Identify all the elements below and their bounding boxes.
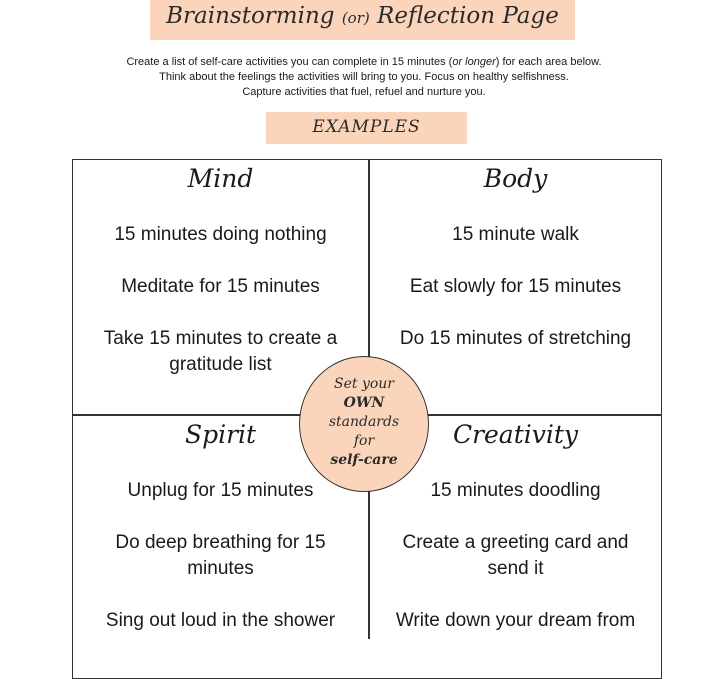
intro-line-3: Capture activities that fuel, refuel and nurture you. xyxy=(242,86,486,98)
intro-line-1-em: or longer xyxy=(452,56,496,68)
list-item: 15 minutes doodling xyxy=(430,480,601,501)
quadrant-heading-spirit: Spirit xyxy=(184,420,257,449)
examples-label: EXAMPLES xyxy=(266,112,467,144)
intro-line-2: Think about the feelings the activities will bring to you. Focus on healthy selfishness. xyxy=(159,71,569,83)
list-item: Do 15 minutes of stretching xyxy=(399,328,632,349)
intro-line-1 xyxy=(40,55,688,70)
quadrant-body xyxy=(369,162,662,352)
list-item: Unplug for 15 minutes xyxy=(127,480,314,501)
title-part2: Reflection Page xyxy=(377,3,559,29)
list-item: Eat slowly for 15 minutes xyxy=(409,276,622,297)
list-item: Take 15 minutes to create a gratitude list xyxy=(103,328,338,375)
intro-text xyxy=(40,55,688,100)
list-item: Write down your dream from xyxy=(395,610,636,631)
list-item: Do deep breathing for 15 minutes xyxy=(115,532,326,579)
quadrant-heading-body: Body xyxy=(483,164,548,193)
intro-line-1-b: ) for each area below. xyxy=(495,56,602,68)
oval-line-5 xyxy=(300,451,428,470)
list-item: 15 minutes doing nothing xyxy=(114,224,327,245)
oval-own-text: OWN xyxy=(343,395,385,411)
list-item: Create a greeting card and send it xyxy=(402,532,629,579)
quadrant-mind xyxy=(73,162,368,378)
oval-line-1: Set your xyxy=(334,376,394,392)
quadrant-heading-creativity: Creativity xyxy=(452,420,579,449)
title-or: (or) xyxy=(341,9,370,27)
oval-line-2 xyxy=(300,394,428,413)
intro-line-1-a: Create a list of self-care activities you can complete in 15 minutes ( xyxy=(126,56,453,68)
oval-line-3: standards xyxy=(328,414,400,430)
center-oval xyxy=(299,356,429,492)
title-part1: Brainstorming xyxy=(166,3,335,29)
list-item: Sing out loud in the shower xyxy=(105,610,336,631)
title-banner xyxy=(150,0,575,40)
quadrant-heading-mind: Mind xyxy=(187,164,254,193)
list-item: Meditate for 15 minutes xyxy=(121,276,320,297)
oval-line-4: for xyxy=(353,433,375,449)
page-title xyxy=(150,3,575,29)
oval-selfcare-text: self-care xyxy=(330,452,398,468)
list-item: 15 minute walk xyxy=(452,224,579,245)
